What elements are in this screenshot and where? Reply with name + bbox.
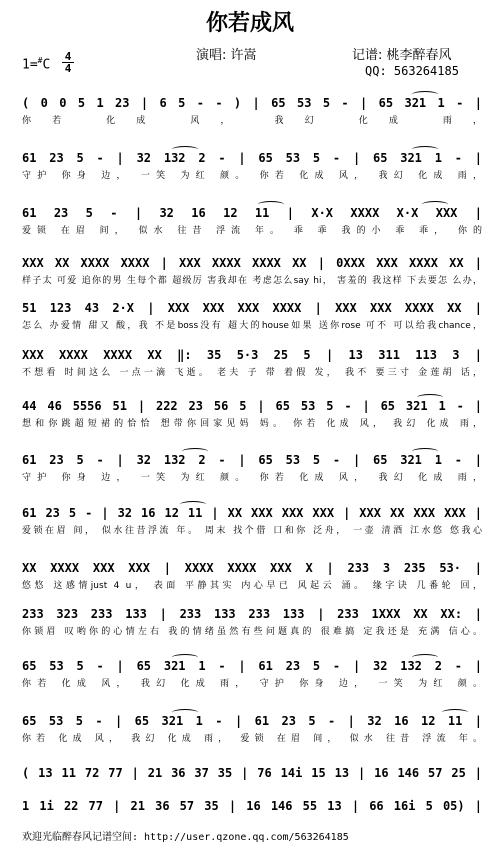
slur-mark xyxy=(442,709,468,716)
score-line-6 xyxy=(22,347,482,387)
score-line-9 xyxy=(22,505,482,545)
slur-mark xyxy=(417,394,443,401)
score-line-12 xyxy=(22,658,482,698)
score-line-1 xyxy=(22,95,482,135)
slur-mark xyxy=(412,146,438,153)
slur-mark xyxy=(258,201,284,208)
notes-line-6: XXX XXXX XXXX XX ‖: 35 5·3 25 5 | 13 311 113 3 | xyxy=(22,348,482,362)
lyrics-line-3: 爱锁 在眉 间， 似水 往昔 浮流 年。 乖 乖 我的小 乖 乖， 你的 xyxy=(22,226,482,236)
notator-credit: 记谱: 桃李醉春风 xyxy=(352,48,452,63)
notes-line-4: XXX XX XXXX XXXX | XXX XXXX XXXX XX | 0XXX XXX XXXX XX | xyxy=(22,256,482,270)
notes-line-2: 61 23 5 - | 32 132 2 - | 65 53 5 - | 65 321 1 - | xyxy=(22,151,482,165)
score-line-3 xyxy=(22,205,482,245)
key-prefix: 1= xyxy=(22,57,38,73)
lyrics-line-14 xyxy=(22,784,482,798)
footer-link[interactable]: 欢迎光临醉春风记谱空间: http://user.qzone.qq.com/563264185 xyxy=(22,832,349,843)
lyrics-line-5: 怎么 办爱情 甜又 酸，我 不是boss没有 超大的house如果 送你rose 可不 可以给我chance， xyxy=(22,321,482,331)
score-line-10 xyxy=(22,560,482,600)
score-line-4 xyxy=(22,255,482,295)
slur-mark xyxy=(412,448,438,455)
slur-mark xyxy=(180,501,206,508)
meter-bottom: 4 xyxy=(64,62,72,75)
notes-line-3: 61 23 5 - | 32 16 12 11 | X·X XXXX X·X XXX | xyxy=(22,206,482,220)
score-line-2 xyxy=(22,150,482,190)
score-line-5 xyxy=(22,300,482,340)
notes-line-11: 233 323 233 133 | 233 133 233 133 | 233 1XXX XX XX: | xyxy=(22,607,482,621)
lyrics-line-7: 想和你跳超短裙的恰恰 想带你回家见妈 妈。 你若 化成 风， 我幻 化成 雨， xyxy=(22,419,482,429)
score-line-7 xyxy=(22,398,482,438)
key-note: C xyxy=(42,57,51,73)
lyrics-line-8: 守护 你身 边， 一笑 为红 颜。 你若 化成 风， 我幻 化成 雨， xyxy=(22,473,482,483)
notes-line-14: ( 13 11 72 77 | 21 36 37 35 | 76 14i 15 13 | 16 146 57 25 | xyxy=(22,766,482,780)
song-title: 你若成风 xyxy=(205,10,294,36)
notes-line-9: 61 23 5 - | 32 16 12 11 | XX XXX XXX XXX | XXX XX XXX XXX | xyxy=(22,506,482,520)
lyrics-line-1: 你若 化成 风， 我幻 化成 雨， xyxy=(22,116,482,126)
lyrics-line-4: 样子太 可爱 追你的男 生每个都 超级厉 害我却在 考虑怎么say hi， 害羞的 我这样 下去要怎 么办， xyxy=(22,276,482,286)
score-line-11 xyxy=(22,606,482,646)
lyrics-line-2: 守护 你身 边， 一笑 为红 颜。 你若 化成 风， 我幻 化成 雨， xyxy=(22,171,482,181)
slur-mark xyxy=(412,654,438,661)
notes-line-5: 51 123 43 2·X | XXX XXX XXX XXXX | XXX XXX XXXX XX | xyxy=(22,301,482,315)
slur-mark xyxy=(422,201,448,208)
slur-mark xyxy=(412,91,438,98)
notes-line-12: 65 53 5 - | 65 321 1 - | 61 23 5 - | 32 132 2 - | xyxy=(22,659,482,673)
slur-mark xyxy=(182,448,208,455)
time-signature xyxy=(62,51,74,74)
notes-line-8: 61 23 5 - | 32 132 2 - | 65 53 5 - | 65 321 1 - | xyxy=(22,453,482,467)
qq-number: QQ: 563264185 xyxy=(365,64,459,78)
key-sharp: # xyxy=(37,56,43,65)
slur-mark xyxy=(172,709,198,716)
slur-mark xyxy=(172,654,198,661)
score-line-8 xyxy=(22,452,482,492)
notes-line-1: ( 0 0 5 1 23 | 6 5 - - ) | 65 53 5 - | 65 321 1 - | xyxy=(22,96,482,110)
lyrics-line-10: 悠悠 这感情just 4 u， 表面 平静其实 内心早已 风起云 涌。 缘字诀 几番轮 回， xyxy=(22,581,482,591)
singer-credit: 演唱: 许嵩 xyxy=(196,48,257,63)
lyrics-line-6: 不想看 时间这么 一点一滴 飞逝。 老夫 子 带 着假 发， 我不 要三寸 金莲胡 话， xyxy=(22,368,482,378)
notes-line-10: XX XXXX XXX XXX | XXXX XXXX XXX X | 233 3 235 53· | xyxy=(22,561,482,575)
lyrics-line-12: 你若 化成 风， 我幻 化成 雨， 守护 你身 边， 一笑 为红 颜。 xyxy=(22,679,482,689)
lyrics-line-9: 爱锁在眉 间， 似水往昔浮流 年。 周末 找个借 口和你 泛舟， 一壶 清酒 江水悠 悠我心 xyxy=(22,526,482,536)
lyrics-line-11: 你锁眉 叹哟你的心情左右 我的情绪虽然有些问题真的 很难搞 定我还是 充满 信心。 xyxy=(22,627,482,637)
lyrics-line-13: 你若 化成 风， 我幻 化成 雨， 爱锁 在眉 间， 似水 往昔 浮流 年。 xyxy=(22,734,482,744)
notes-line-15: 1 1i 22 77 | 21 36 57 35 | 16 146 55 13 | 66 16i 5 05) | xyxy=(22,799,482,813)
key-signature xyxy=(22,56,50,72)
score-line-13 xyxy=(22,713,482,753)
meter-top: 4 xyxy=(62,51,74,63)
slur-mark xyxy=(172,146,198,153)
notes-line-7: 44 46 5556 51 | 222 23 56 5 | 65 53 5 - | 65 321 1 - | xyxy=(22,399,482,413)
notes-line-13: 65 53 5 - | 65 321 1 - | 61 23 5 - | 32 16 12 11 | xyxy=(22,714,482,728)
